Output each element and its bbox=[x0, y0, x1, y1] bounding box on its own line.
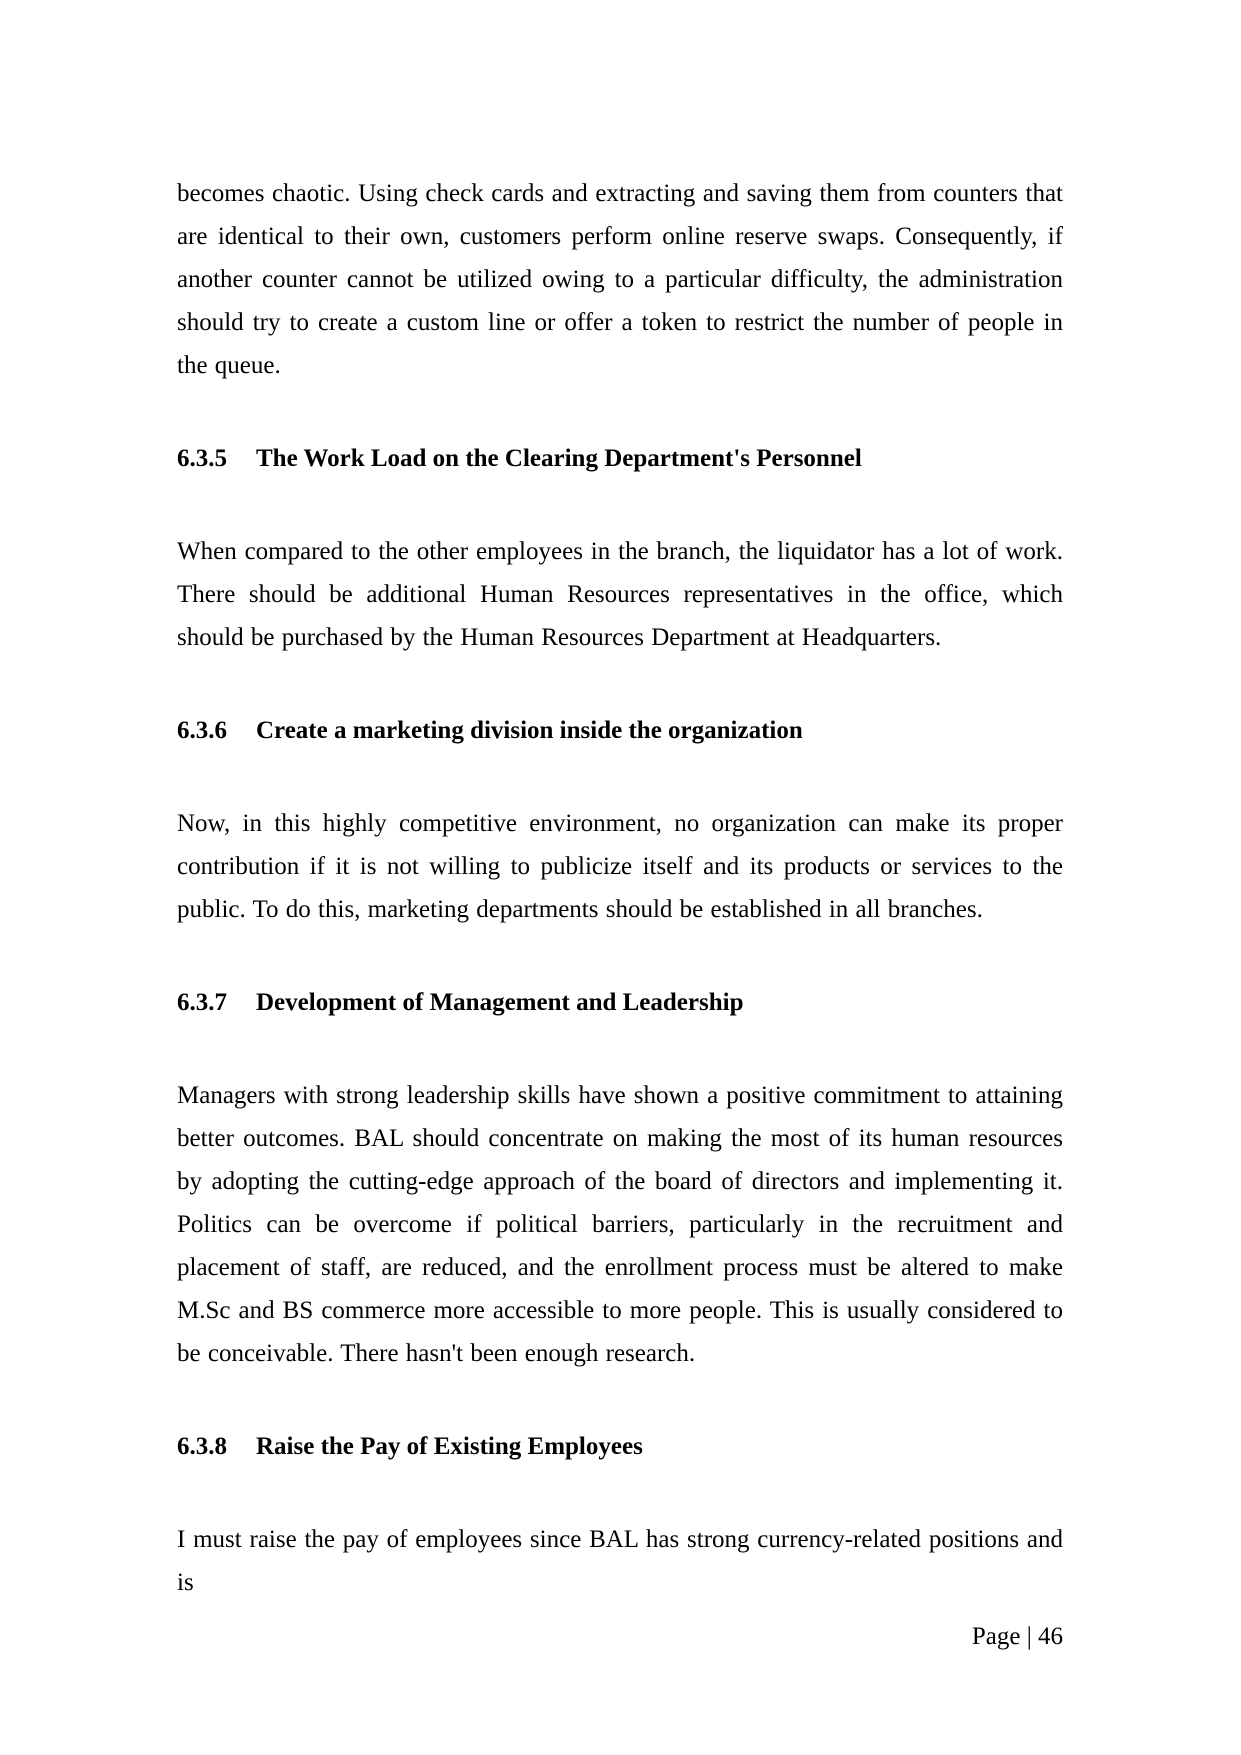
heading-number: 6.3.7 bbox=[177, 989, 227, 1016]
section-heading-6-3-7 bbox=[177, 981, 1063, 1024]
section-paragraph-6-3-6: Now, in this highly competitive environment, no organization can make its proper contribution if it is not willing to publicize itself and its products or services to the public. To do this, marketing departments should be established in all branches. bbox=[177, 810, 1063, 923]
section-heading-6-3-8 bbox=[177, 1425, 1063, 1468]
heading-title: Create a marketing division inside the organization bbox=[256, 717, 803, 744]
heading-number: 6.3.5 bbox=[177, 445, 227, 472]
heading-title: The Work Load on the Clearing Department's Personnel bbox=[256, 445, 862, 472]
section-paragraph-6-3-5: When compared to the other employees in the branch, the liquidator has a lot of work. There should be additional Human Resources representatives in the office, which should be purchased by the Human Resources Department at Headquarters. bbox=[177, 538, 1063, 651]
intro-paragraph: becomes chaotic. Using check cards and extracting and saving them from counters that are identical to their own, customers perform online reserve swaps. Consequently, if another counter cannot be utilized owing to a particular difficulty, the administration should try to create a custom line or offer a token to restrict the number of people in the queue. bbox=[177, 180, 1063, 379]
section-heading-6-3-5 bbox=[177, 437, 1063, 480]
section-paragraph-6-3-8: I must raise the pay of employees since BAL has strong currency-related positions and is bbox=[177, 1526, 1063, 1596]
section-paragraph-6-3-7: Managers with strong leadership skills have shown a positive commitment to attaining better outcomes. BAL should concentrate on making the most of its human resources by adopting the cutting-edge approach of the board of directors and implementing it. Politics can be overcome if political barriers, particularly in the recruitment and placement of staff, are reduced, and the enrollment process must be altered to make M.Sc and BS commerce more accessible to more people. This is usually considered to be conceivable. There hasn't been enough research. bbox=[177, 1082, 1063, 1367]
page-number: Page | 46 bbox=[971, 1623, 1063, 1650]
heading-number: 6.3.8 bbox=[177, 1433, 227, 1460]
heading-number: 6.3.6 bbox=[177, 717, 227, 744]
heading-title: Raise the Pay of Existing Employees bbox=[256, 1433, 643, 1460]
section-heading-6-3-6 bbox=[177, 709, 1063, 752]
heading-title: Development of Management and Leadership bbox=[256, 989, 744, 1016]
